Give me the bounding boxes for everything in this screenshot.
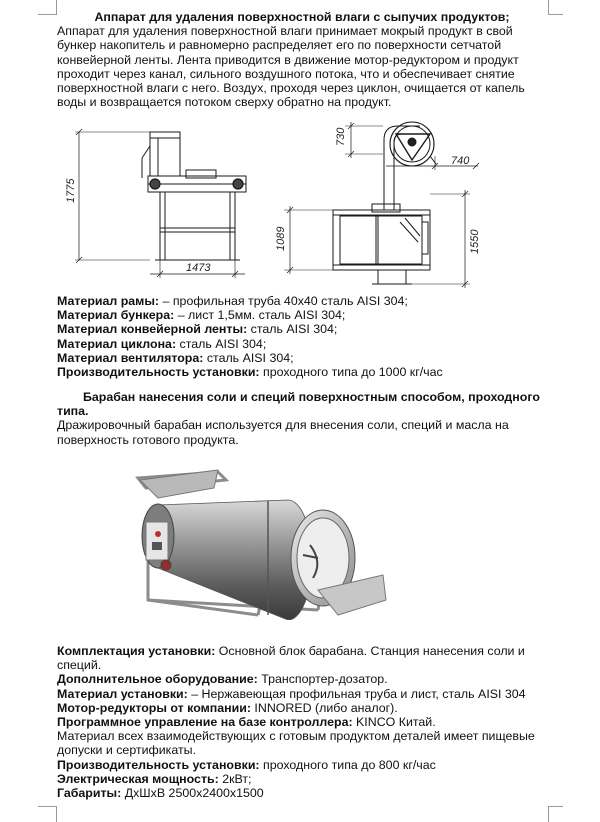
spec-row: Комплектация установки: Основной блок барабана. Станция нанесения соли и специй. [57,644,525,673]
dim-cyclone-top-label: 730 [335,127,347,146]
spec-row: Мотор-редукторы от компании: INNORED (либо аналог). [57,700,398,715]
side-view-drawing [75,129,246,278]
dim-cyclone-width-label: 740 [451,155,470,167]
spec-row: Материал установки: – Нержавеющая профильная труба и лист, сталь AISI 304 [57,686,526,701]
technical-drawing [0,118,600,308]
section2-specs [57,644,547,800]
section2-title: Барабан нанесения соли и специй поверхностным способом, проходного типа. [57,390,540,419]
section1-specs [57,294,547,379]
section1-title: Аппарат для удаления поверхностной влаги с сыпучих продуктов; [94,10,510,24]
corner-mark-top-left [38,0,57,15]
spec-row: Производительность установки: проходного типа до 1000 кг/час [57,365,443,380]
spec-row: Габариты: ДхШхВ 2500х2400х1500 [57,786,264,801]
section2-description: Дражировочный барабан используется для внесения соли, специй и масла на поверхность готового продукта. [57,418,509,447]
spec-row: Электрическая мощность: 2кВт; [57,771,252,786]
front-view-drawing [284,122,479,288]
spec-note: Материал всех взаимодействующих с готовым продуктом деталей имеет пищевые допуски и сертификаты. [57,729,535,758]
section1-description: Аппарат для удаления поверхностной влаги принимает мокрый продукт в свой бункер накопитель и равномерно распределяет его по поверхности сетчатой конвейерной ленты. Лента приводится в движение мотор-редуктором и продукт проходит через канал, сильного воздушного потока, что и обеспечивает снятие поверхностной влаги с него. Воздух, проходя через циклон, очищается от капель воды и возвращается потоком сверху обратно на продукт. [57,24,525,110]
drum-illustration [118,450,418,620]
corner-mark-bottom-left [38,806,57,822]
spec-row: Материал циклона: сталь AISI 304; [57,336,267,351]
corner-mark-bottom-right [548,806,563,822]
spec-row: Материал конвейерной ленты: сталь AISI 304; [57,322,338,337]
section1-text [57,10,547,109]
spec-row: Материал рамы: – профильная труба 40х40 сталь AISI 304; [57,294,408,308]
spec-row: Программное управление на базе контроллера: KINCO Китай. [57,715,436,730]
spec-row: Производительность установки: проходного типа до 800 кг/час [57,757,436,772]
dim-total-height-label: 1550 [469,229,481,254]
corner-mark-top-right [548,0,563,15]
dim-body-height-label: 1089 [275,226,287,251]
spec-row: Материал вентилятора: сталь AISI 304; [57,350,294,365]
spec-row: Материал бункера: – лист 1,5мм. сталь AISI 304; [57,308,346,323]
spec-row: Дополнительное оборудование: Транспортер-дозатор. [57,672,388,687]
section2-text [57,390,547,447]
dim-height-label: 1775 [65,178,77,203]
dim-length-label: 1473 [186,262,211,274]
